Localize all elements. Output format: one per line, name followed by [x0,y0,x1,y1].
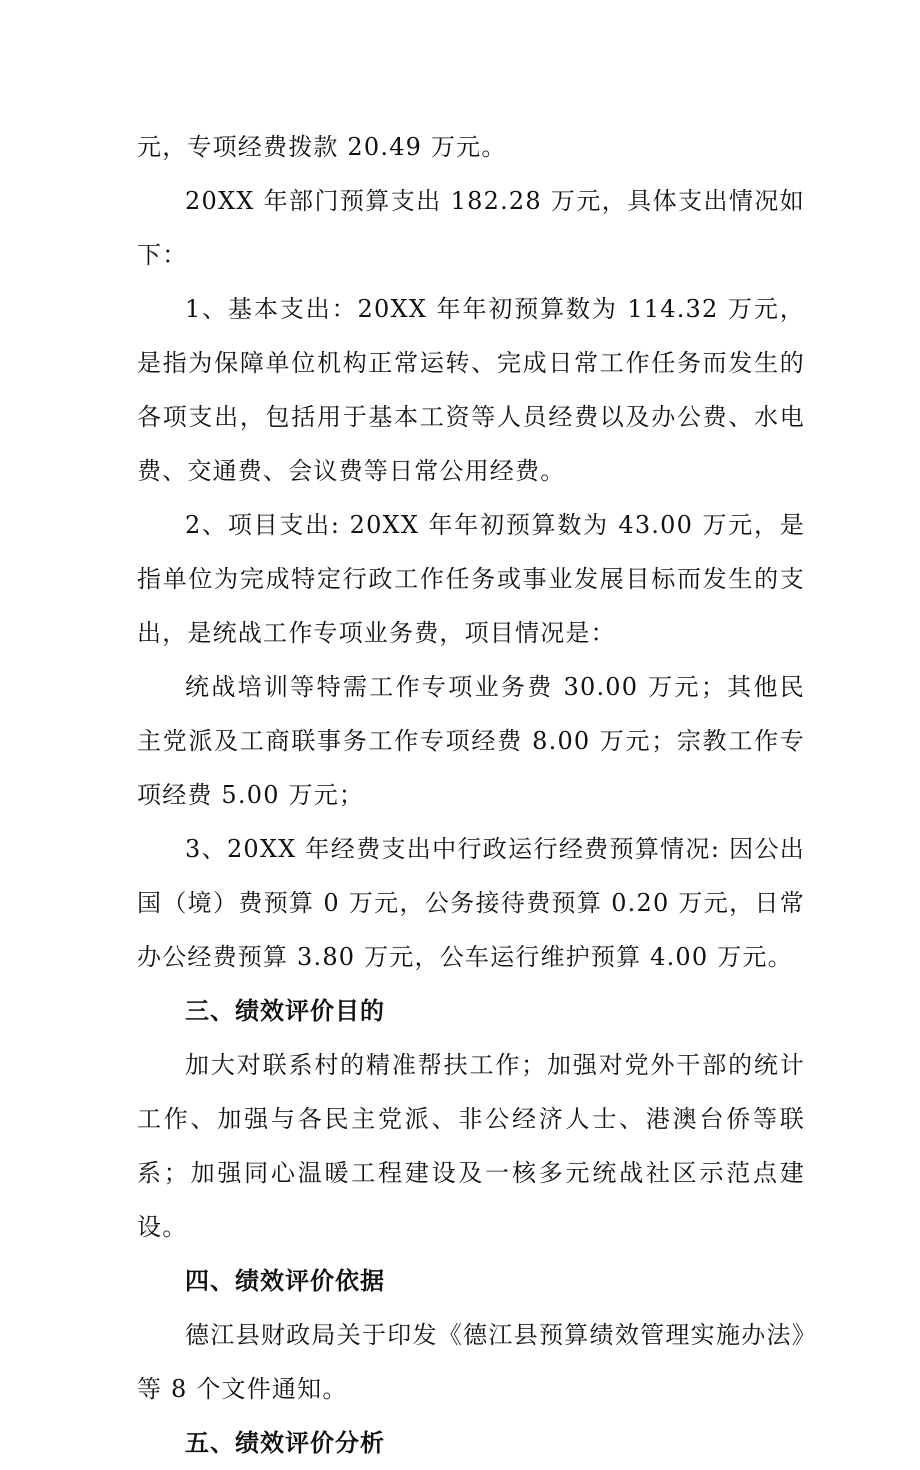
paragraph-basic-expenditure: 1、基本支出：20XX 年年初预算数为 114.32 万元，是指为保障单位机构正常运转、完成日常工作任务而发生的各项支出，包括用于基本工资等人员经费以及办公费、水电费、交通费、会议费等日常公用经费。 [137,295,805,485]
document-body [137,120,805,1470]
paragraph-purpose: 加大对联系村的精准帮扶工作；加强对党外干部的统计工作、加强与各民主党派、非公经济人士、港澳台侨等联系；加强同心温暖工程建设及一核多元统战社区示范点建设。 [137,1051,805,1241]
paragraph-project-items: 统战培训等特需工作专项业务费 30.00 万元；其他民主党派及工商联事务工作专项经费 8.00 万元；宗教工作专项经费 5.00 万元； [137,673,805,809]
paragraph-basis: 德江县财政局关于印发《德江县预算绩效管理实施办法》等 8 个文件通知。 [137,1321,805,1403]
paragraph-operating-budget: 3、20XX 年经费支出中行政运行经费预算情况: 因公出国（境）费预算 0 万元，公务接待费预算 0.20 万元，日常办公经费预算 3.80 万元，公车运行维护预算 4.00 万元。 [137,835,805,971]
paragraph-continuation: 元，专项经费拨款 20.49 万元。 [137,133,507,161]
paragraph-budget-total: 20XX 年部门预算支出 182.28 万元，具体支出情况如下： [137,187,805,269]
section-heading-purpose: 三、绩效评价目的 [185,997,385,1025]
paragraph-project-expenditure: 2、项目支出: 20XX 年年初预算数为 43.00 万元，是指单位为完成特定行政工作任务或事业发展目标而发生的支出，是统战工作专项业务费，项目情况是： [137,511,805,647]
section-heading-analysis: 五、绩效评价分析 [185,1429,385,1457]
section-heading-basis: 四、绩效评价依据 [185,1267,385,1295]
